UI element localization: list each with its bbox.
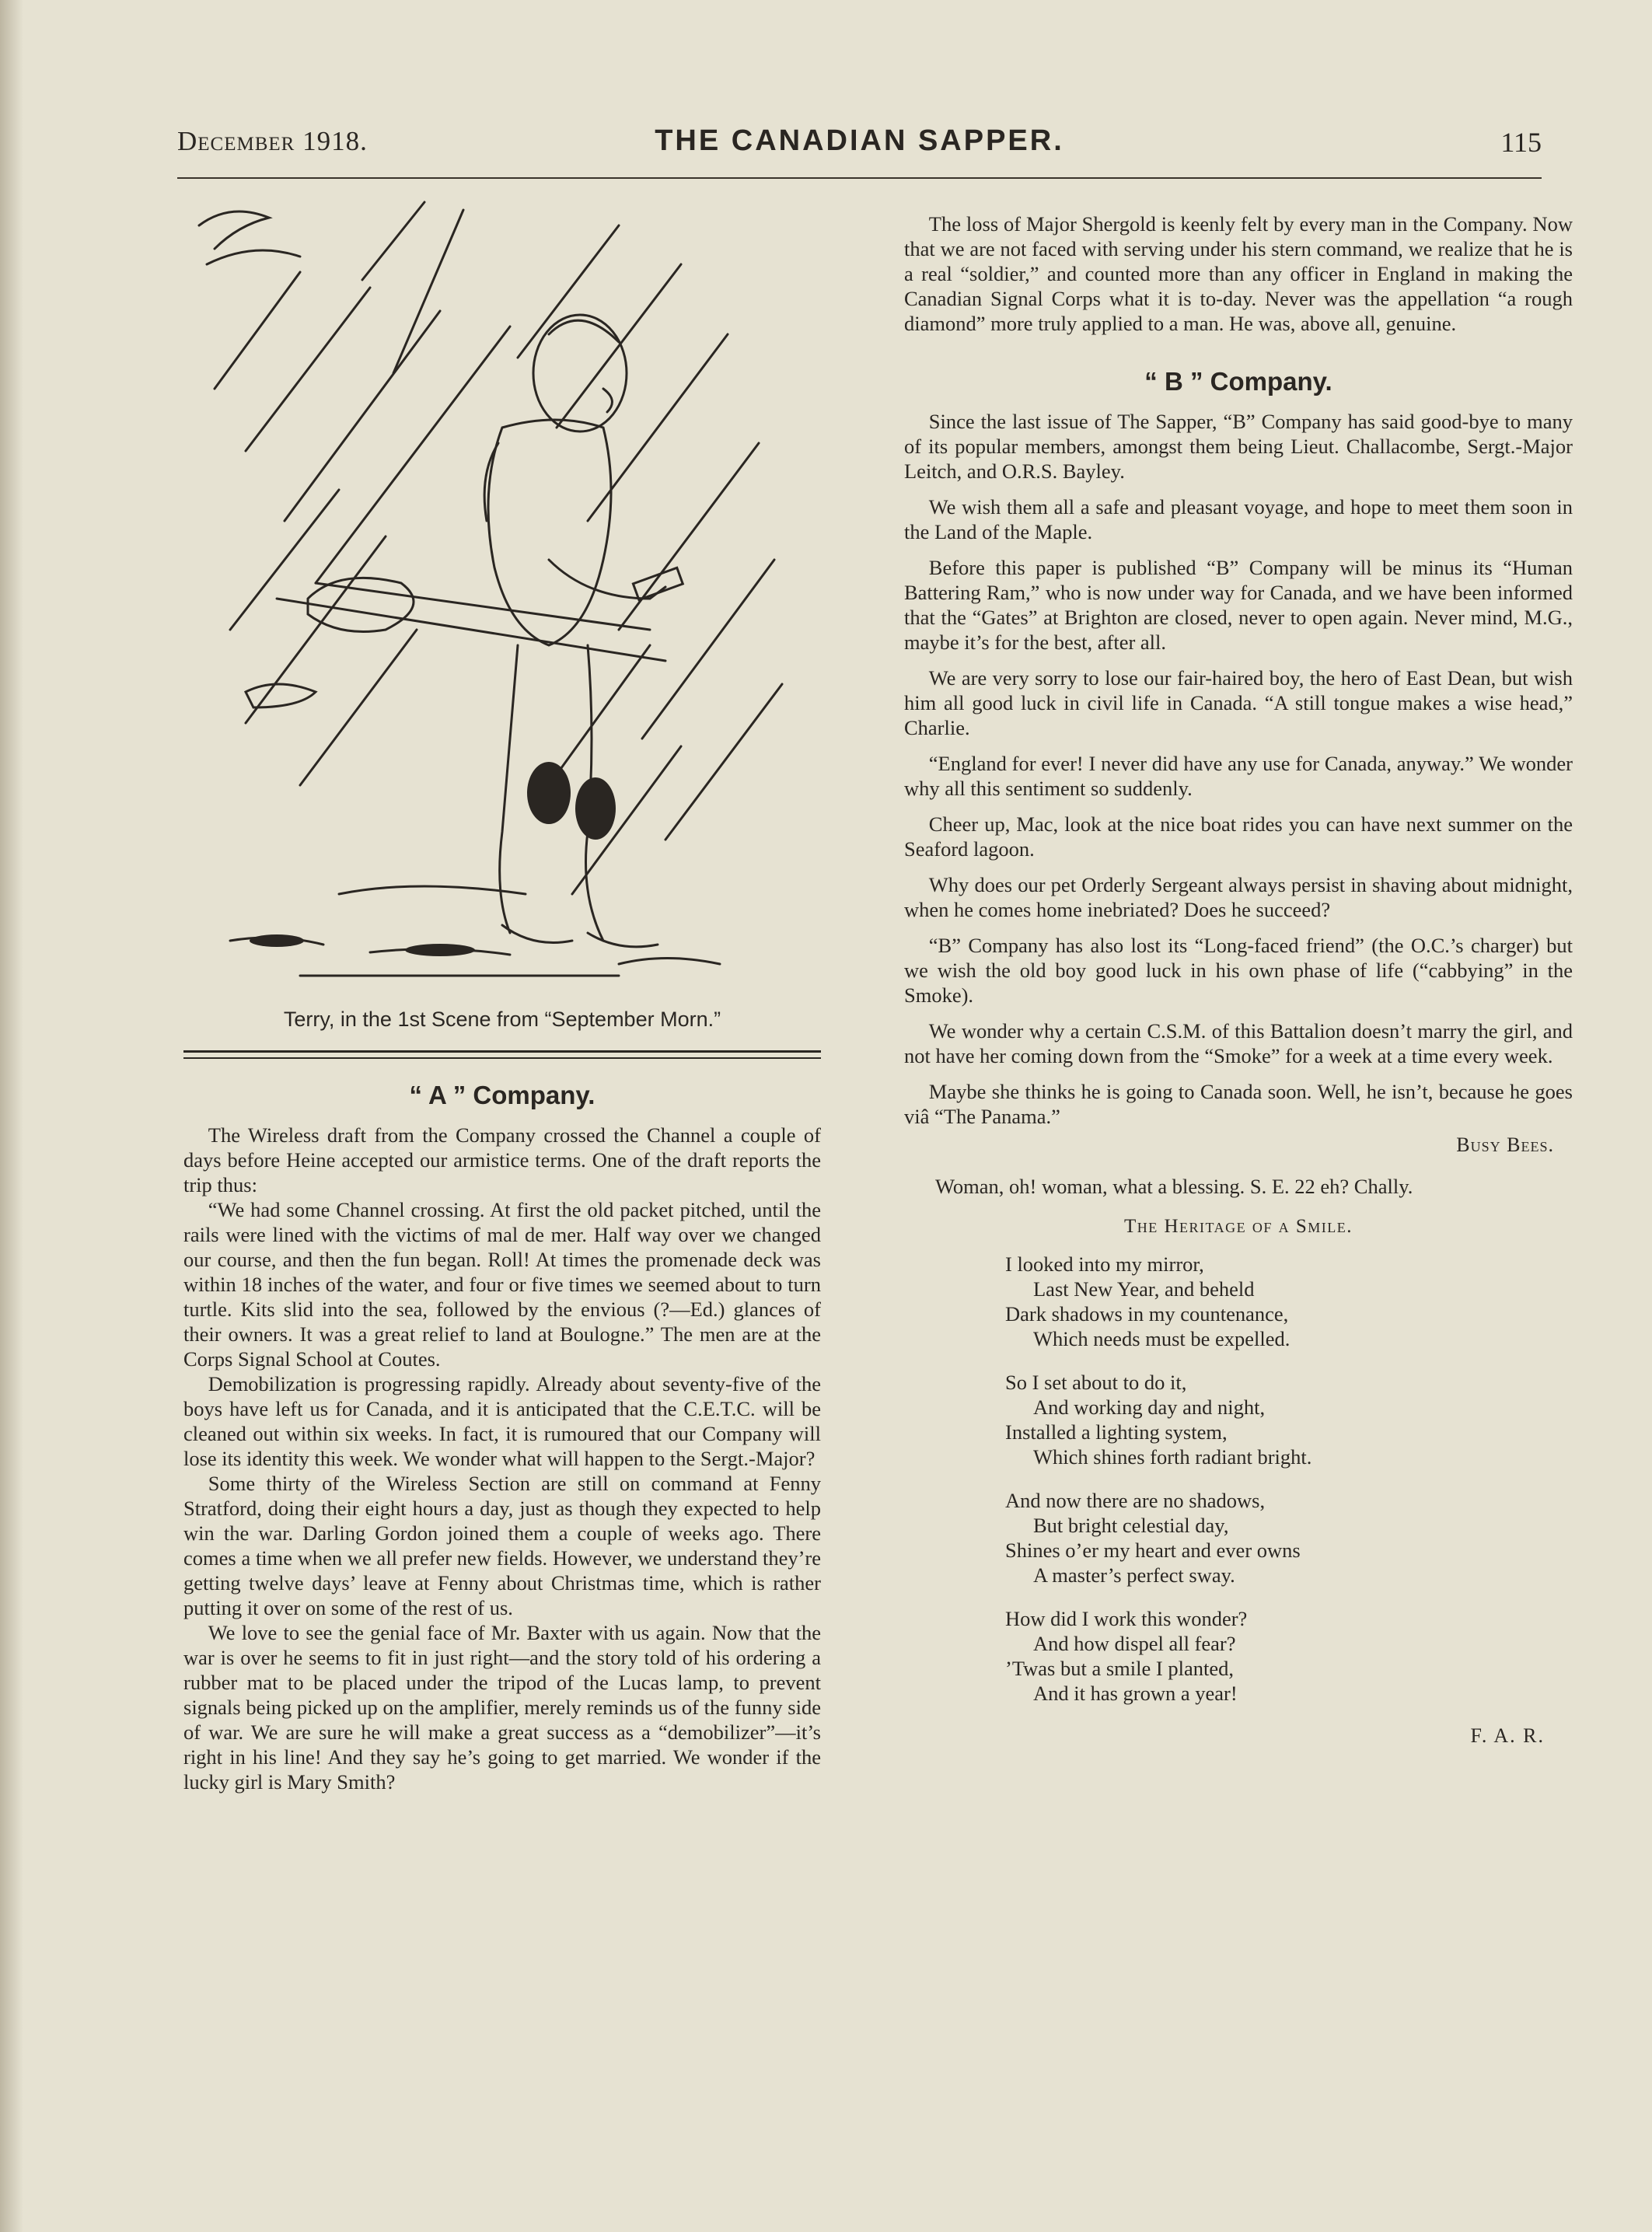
poem-title: The Heritage of a Smile. xyxy=(1123,1216,1353,1237)
a-company-paragraph: “We had some Channel crossing. At first the old packet pitched, until the rails were lined with the victims of mal de mer. Half way over we changed our course, and then the fun began. Roll! At times the promenade deck was within 18 inches of the water, and four or five times we seemed about to turn turtle. Kits slid into the sea, followed by the envious (?—Ed.) glances of their owners. It was a great relief to land at Boulogne.” The men are at the Corps Signal School at Coutes. xyxy=(183,1198,821,1371)
busy-bees-signature: Busy Bees. xyxy=(1456,1133,1554,1156)
publication-title: THE CANADIAN SAPPER. xyxy=(655,124,1064,157)
poem-line: Shines o’er my heart and ever owns xyxy=(1005,1539,1301,1562)
poem-line: Installed a lighting system, xyxy=(1005,1420,1228,1444)
a-company-paragraph: Demobilization is progressing rapidly. Already about seventy-five of the boys have left us for Canada, and it is anticipated that the C.E.T.C. will be cleaned out within six weeks. In fact, it is rumoured that our Company will lose its identity this week. We wonder what will happen to the Sergt.-Major? xyxy=(183,1372,821,1470)
poem-line: And now there are no shadows, xyxy=(1005,1489,1266,1512)
poem-stanza xyxy=(1005,1606,1573,1706)
page-edge-shadow xyxy=(0,0,23,2232)
b-company-paragraph: Since the last issue of The Sapper, “B” Company has said good-bye to many of its popular members, amongst them being Lieut. Challacombe, Sergt.-Major Leitch, and O.R.S. Bayley. xyxy=(904,410,1573,483)
poem-line: Last New Year, and beheld xyxy=(1033,1277,1255,1301)
poem-stanza xyxy=(1005,1488,1573,1588)
b-company-paragraph: We wonder why a certain C.S.M. of this Battalion doesn’t marry the girl, and not have her coming down from the “Smoke” for a week at a time every week. xyxy=(904,1019,1573,1067)
poem-line: A master’s perfect sway. xyxy=(1033,1563,1235,1587)
poem-line: Dark shadows in my countenance, xyxy=(1005,1302,1289,1326)
a-company-paragraph: We love to see the genial face of Mr. Baxter with us again. Now that the war is over he seems to fit in just right—and the story told of his ordering a rubber mat to be placed under the tripod of the Lucas lamp, to prevent signals being picked up on the amplifier, merely reminds us of the funny side of war. We are sure he will make a great success as a “demobilizer”—it’s right in his line! And they say he’s going to get married. We wonder if the lucky girl is Mary Smith? xyxy=(183,1621,821,1794)
a-company-paragraph: Some thirty of the Wireless Section are still on command at Fenny Stratford, doing their eight hours a day, just as though they expected to help win the war. Darling Gordon joined them a couple of weeks ago. There comes a time when we all prefer new fields. However, we understand they’re getting twelve days’ leave at Fenny about Christmas time, which is rather putting it over on some of the rest of us. xyxy=(183,1472,821,1619)
poem-line: And how dispel all fear? xyxy=(1033,1632,1236,1655)
poem-line: Which shines forth radiant bright. xyxy=(1033,1445,1312,1469)
poem-line: But bright celestial day, xyxy=(1033,1514,1229,1537)
b-company-paragraph: We are very sorry to lose our fair-haired boy, the hero of East Dean, but wish him all good luck in civil life in Canada. “A still tongue makes a wise head,” Charlie. xyxy=(904,666,1573,739)
closing-note: Woman, oh! woman, what a blessing. S. E. 22 eh? Chally. xyxy=(935,1175,1413,1198)
issue-date: December 1918. xyxy=(177,126,368,156)
poem-signature: F. A. R. xyxy=(1470,1724,1545,1747)
poem-line: ’Twas but a smile I planted, xyxy=(1005,1657,1234,1680)
poem-line: Which needs must be expelled. xyxy=(1033,1327,1291,1350)
b-company-paragraph: “B” Company has also lost its “Long-faced friend” (the O.C.’s charger) but we wish the old boy good luck in his own phase of life (“cabbying” in the Smoke). xyxy=(904,934,1573,1007)
poem-stanza xyxy=(1005,1370,1573,1469)
b-company-paragraph: Cheer up, Mac, look at the nice boat rides you can have next summer on the Seaford lagoon. xyxy=(904,812,1573,861)
b-company-paragraph: Before this paper is published “B” Company will be minus its “Human Battering Ram,” who is now under way for Canada, and we have been informed that the “Gates” at Brighton are closed, never to open again. Never mind, M.G., maybe it’s for the best, after all. xyxy=(904,556,1573,654)
poem-line: And working day and night, xyxy=(1033,1395,1266,1419)
a-company-heading: “ A ” Company. xyxy=(409,1081,595,1109)
poem-stanza xyxy=(1005,1252,1573,1351)
poem-line: I looked into my mirror, xyxy=(1005,1252,1204,1276)
shergold-paragraph: The loss of Major Shergold is keenly felt by every man in the Company. Now that we are not faced with serving under his stern command, we realize that he is a real “soldier,” and counted more than any officer in England in making the Canadian Signal Corps what it is to-day. Never was the appellation “a rough diamond” more truly applied to a man. He was, above all, genuine. xyxy=(904,212,1573,335)
b-company-paragraph: “England for ever! I never did have any use for Canada, anyway.” We wonder why all this sentiment so suddenly. xyxy=(904,752,1573,800)
left-column xyxy=(183,194,821,1794)
b-company-paragraph: Why does our pet Orderly Sergeant always persist in shaving about midnight, when he comes home inebriated? Does he succeed? xyxy=(904,873,1573,921)
a-company-paragraph: The Wireless draft from the Company crossed the Channel a couple of days before Heine accepted our armistice terms. One of the draft reports the trip thus: xyxy=(183,1123,821,1196)
section-divider xyxy=(183,1050,821,1059)
right-column xyxy=(904,211,1573,1748)
b-company-heading: “ B ” Company. xyxy=(1144,367,1332,396)
poem-line: How did I work this wonder? xyxy=(1005,1607,1248,1630)
b-company-paragraph: We wish them all a safe and pleasant voyage, and hope to meet them soon in the Land of the Maple. xyxy=(904,495,1573,543)
b-company-paragraph: Maybe she thinks he is going to Canada soon. Well, he isn’t, because he goes viâ “The Panama.” xyxy=(904,1080,1573,1128)
page-number: 115 xyxy=(1500,127,1542,158)
poem-line: And it has grown a year! xyxy=(1033,1682,1238,1705)
poem-line: So I set about to do it, xyxy=(1005,1371,1187,1394)
cartoon-caption: Terry, in the 1st Scene from “September Morn.” xyxy=(283,1008,721,1031)
page-header xyxy=(177,123,1542,179)
cartoon-illustration xyxy=(183,194,821,1003)
cartoon-drawing xyxy=(183,194,821,1003)
